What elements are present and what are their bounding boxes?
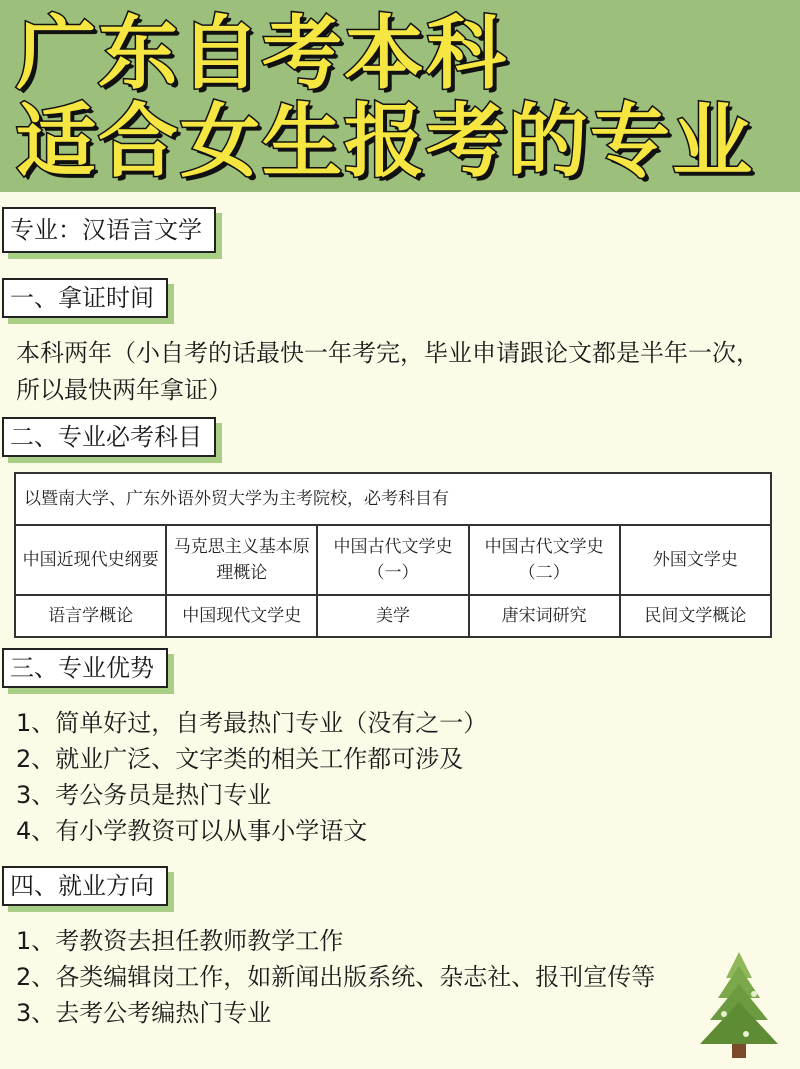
- pine-tree-icon: [694, 948, 784, 1060]
- list-item: 2、就业广泛、文字类的相关工作都可涉及: [16, 745, 464, 773]
- title-banner: [0, 0, 800, 192]
- table-cell: 外国文学史: [620, 525, 771, 595]
- list-item: 2、各类编辑岗工作，如新闻出版系统、杂志社、报刊宣传等: [16, 963, 656, 991]
- table-cell: 唐宋词研究: [469, 595, 620, 637]
- table-cell: 美学: [317, 595, 468, 637]
- title-line-2: 适合女生报考的专业: [16, 95, 754, 188]
- advantages-list: [16, 705, 487, 849]
- section-heading-career-direction: 四、就业方向: [2, 866, 168, 906]
- required-courses-table: [14, 472, 772, 638]
- career-list: [16, 923, 655, 1031]
- table-cell: 中国现代文学史: [166, 595, 317, 637]
- certificate-time-text: 本科两年（小自考的话最快一年考完，毕业申请跟论文都是半年一次，所以最快两年拿证）: [16, 339, 760, 404]
- title-line-1: 广东自考本科: [16, 7, 508, 100]
- table-cell: 中国近现代史纲要: [15, 525, 166, 595]
- table-row: [15, 525, 771, 595]
- table-cell: 马克思主义基本原理概论: [166, 525, 317, 595]
- section-heading-certificate-time: 一、拿证时间: [2, 278, 168, 318]
- list-item: 3、去考公考编热门专业: [16, 999, 272, 1027]
- table-cell: 中国古代文学史（二）: [469, 525, 620, 595]
- major-label: 专业：汉语言文学: [2, 207, 216, 253]
- list-item: 3、考公务员是热门专业: [16, 781, 272, 809]
- table-header-note: 以暨南大学、广东外语外贸大学为主考院校，必考科目有: [15, 473, 771, 525]
- section-heading-advantages: 三、专业优势: [2, 648, 168, 688]
- list-item: 1、简单好过，自考最热门专业（没有之一）: [16, 709, 488, 737]
- table-cell: 民间文学概论: [620, 595, 771, 637]
- section-heading-required-courses: 二、专业必考科目: [2, 417, 216, 457]
- table-cell: 中国古代文学史（一）: [317, 525, 468, 595]
- table-row: [15, 595, 771, 637]
- list-item: 4、有小学教资可以从事小学语文: [16, 817, 368, 845]
- list-item: 1、考教资去担任教师教学工作: [16, 927, 344, 955]
- table-cell: 语言学概论: [15, 595, 166, 637]
